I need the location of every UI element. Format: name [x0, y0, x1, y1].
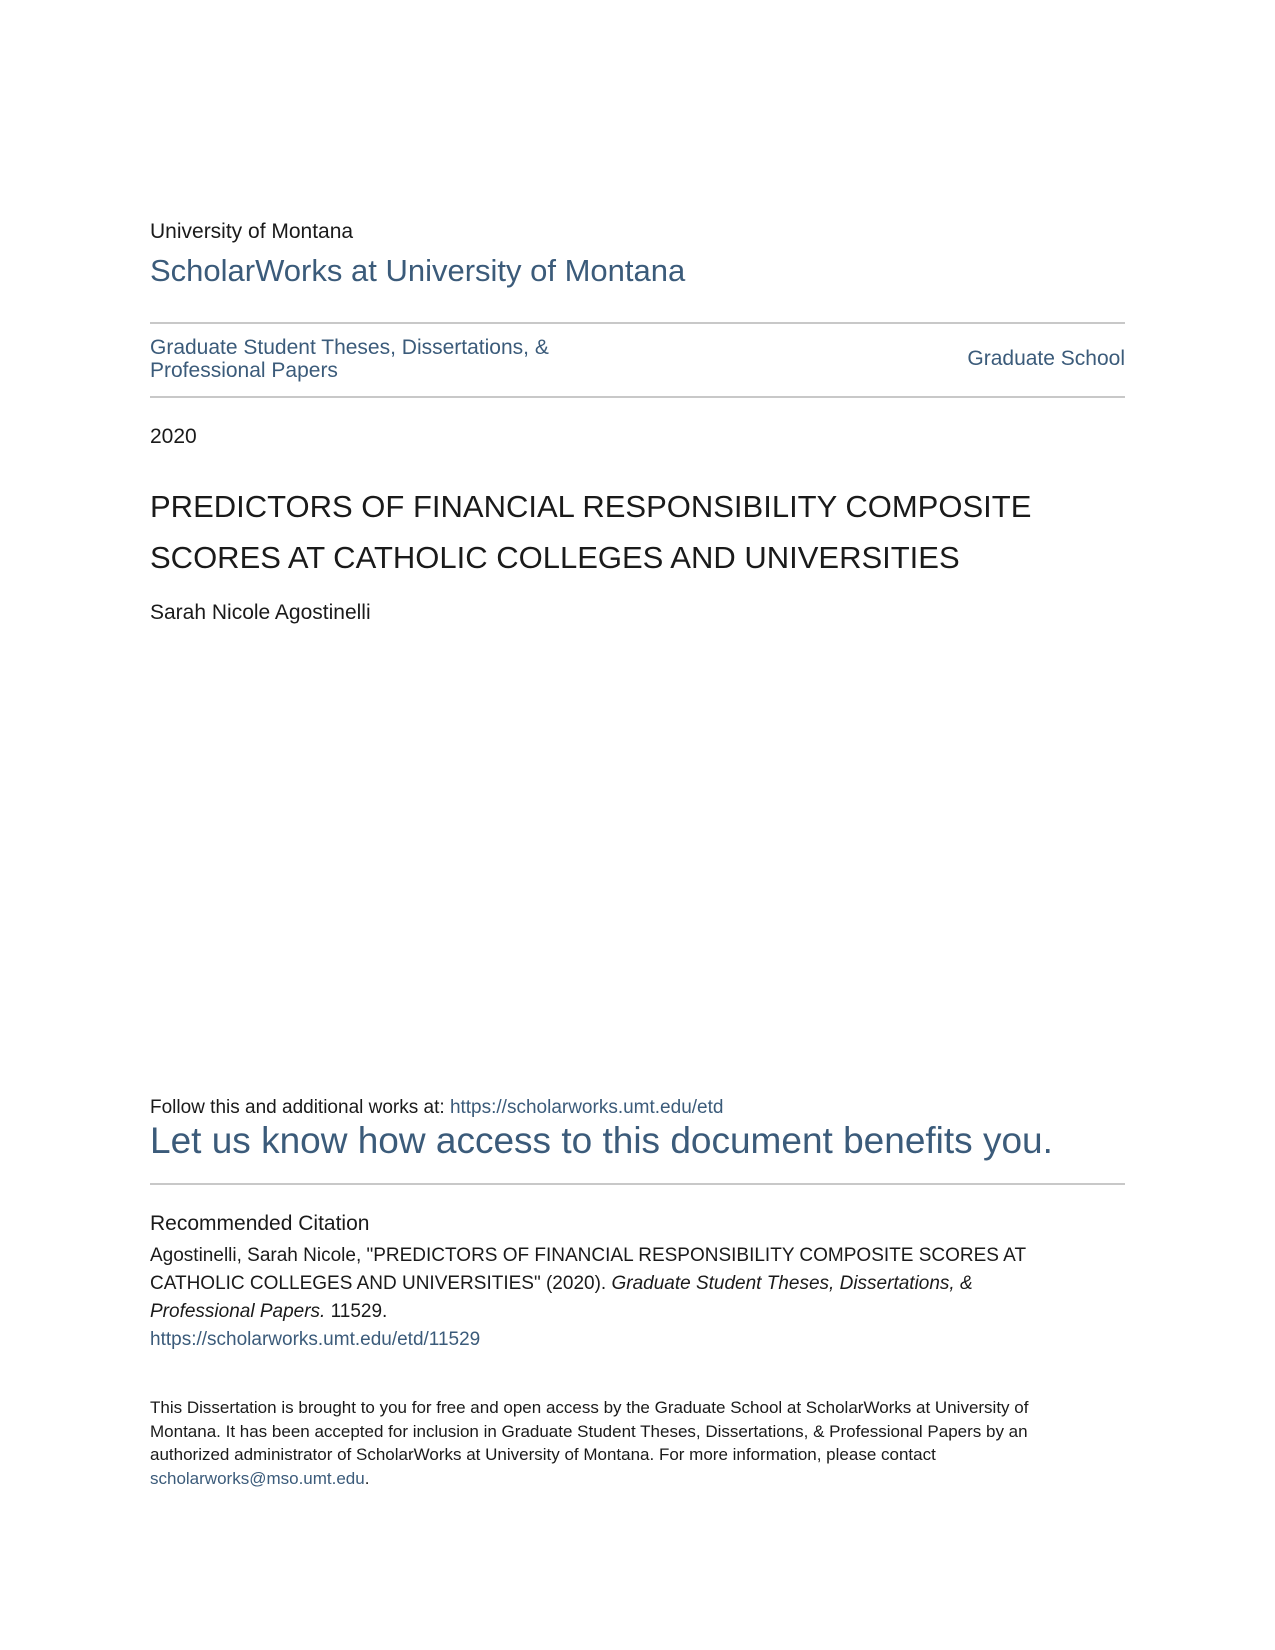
document-title: PREDICTORS OF FINANCIAL RESPONSIBILITY COMPOSITE SCORES AT CATHOLIC COLLEGES AND UNIVERSITIES: [150, 489, 1032, 575]
citation-series: Graduate Student Theses, Dissertations, & Professional Papers.: [150, 1273, 973, 1322]
notice-end: .: [364, 1468, 370, 1488]
benefits-feedback-link[interactable]: Let us know how access to this document benefits you.: [150, 1120, 1053, 1161]
collection-url-link[interactable]: https://scholarworks.umt.edu/etd: [449, 1097, 724, 1118]
divider-bottom: [150, 1183, 1125, 1185]
citation-text: Agostinelli, Sarah Nicole, "PREDICTORS OF FINANCIAL RESPONSIBILITY COMPOSITE SCORES AT CATHOLIC COLLEGES AND UNIVERSITIES" (2020).: [150, 1245, 1026, 1294]
institution-name: University of Montana: [150, 220, 354, 243]
contact-email-link[interactable]: scholarworks@mso.umt.edu: [150, 1468, 365, 1488]
author-name: Sarah Nicole Agostinelli: [150, 601, 371, 624]
notice-text: This Dissertation is brought to you for free and open access by the Graduate School at ScholarWorks at University of Montana. It has been accepted for inclusion in Graduate Student Theses, Dissertations, & Professional Papers by an authorized administrator of ScholarWorks at University of Montana. For more information, please contact: [150, 1398, 1029, 1464]
access-notice: [150, 1396, 1095, 1490]
citation-body: [150, 1242, 1080, 1354]
divider-top: [150, 322, 1125, 324]
citation-heading: Recommended Citation: [150, 1212, 370, 1235]
divider-middle: [150, 396, 1125, 398]
repository-link[interactable]: ScholarWorks at University of Montana: [150, 253, 686, 288]
follow-prefix: Follow this and additional works at:: [150, 1097, 450, 1118]
follow-line: [150, 1097, 723, 1119]
citation-number: 11529.: [325, 1301, 388, 1322]
citation-url-link[interactable]: https://scholarworks.umt.edu/etd/11529: [150, 1329, 481, 1350]
series-link[interactable]: Graduate Student Theses, Dissertations, & Professional Papers: [150, 336, 549, 382]
publication-year: 2020: [150, 425, 197, 448]
graduate-school-link[interactable]: Graduate School: [967, 347, 1125, 370]
